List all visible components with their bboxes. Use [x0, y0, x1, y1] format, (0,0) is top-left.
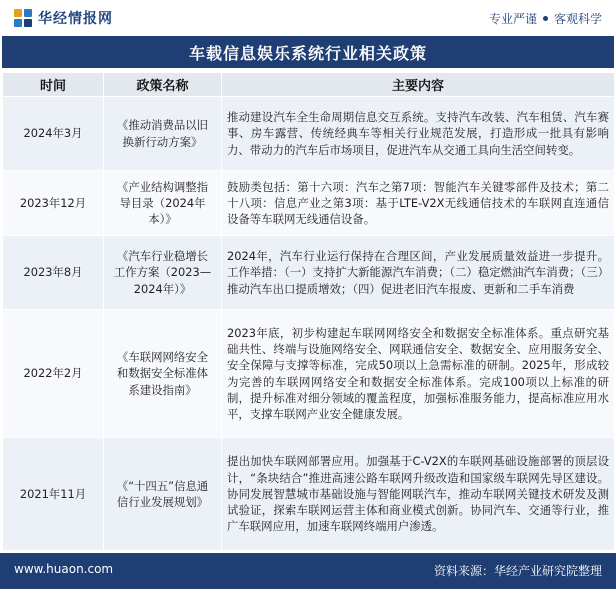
cell-time: 2023年8月: [3, 236, 104, 310]
brand[interactable]: [14, 8, 113, 28]
footer-bar: [0, 553, 616, 589]
table-row: [3, 236, 615, 310]
column-header-time: 时间: [3, 73, 104, 97]
slogan: [489, 10, 602, 27]
slogan-part-2: 客观科学: [553, 12, 602, 26]
cell-content: 鼓励类包括：第十六项：汽车之第7项：智能汽车关键零部件及技术；第二十八项：信息产业之第3项：基于LTE-V2X无线通信技术的车联网直连通信设备等车联网无线通信设备。: [222, 171, 615, 236]
slogan-part-1: 专业严谨: [488, 12, 537, 26]
slogan-dot-icon: [543, 16, 548, 21]
cell-time: 2023年12月: [3, 171, 104, 236]
column-header-content: 主要内容: [222, 73, 615, 97]
table-row: [3, 310, 615, 438]
cell-time: 2022年2月: [3, 310, 104, 438]
footer-url-link[interactable]: www.huaon.com: [14, 562, 114, 576]
table-row: [3, 438, 615, 551]
cell-policy-name: 《推动消费品以旧换新行动方案》: [104, 97, 222, 171]
cell-time: 2021年11月: [3, 438, 104, 551]
brand-name: 华经情报网: [38, 11, 113, 27]
column-header-policy-name: 政策名称: [104, 73, 222, 97]
page-title-text: 车载信息娱乐系统行业相关政策: [188, 43, 427, 63]
huajing-logo-icon: [14, 9, 32, 27]
table-header-row: [3, 73, 615, 97]
cell-policy-name: 《产业结构调整指导目录（2024年本）》: [104, 171, 222, 236]
table-row: [3, 97, 615, 171]
cell-policy-name: 《汽车行业稳增长工作方案（2023—2024年）》: [104, 236, 222, 310]
top-bar: [0, 0, 616, 36]
cell-content: 提出加快车联网部署应用。加强基于C-V2X的车联网基础设施部署的顶层设计，“条块结合”推进高速公路车联网升级改造和国家级车联网先导区建设。协同发展智慧城市基础设施与智能网联汽车，推动车联网关键技术研发及测试验证，探索车联网运营主体和商业模式创新。协同汽车、交通等行业，推广车联网应用，加速车联网终端用户渗透。: [222, 438, 615, 551]
page-title: [2, 36, 614, 68]
policy-table: [2, 72, 615, 551]
table-row: [3, 171, 615, 236]
cell-content: 2023年底，初步构建起车联网网络安全和数据安全标准体系。重点研究基础共性、终端与设施网络安全、网联通信安全、数据安全、应用服务安全、安全保障与支撑等标准，完成50项以上急需标准的研制。2025年，形成较为完善的车联网网络安全和数据安全标准体系。完成100项以上标准的研制，提升标准对细分领域的覆盖程度，加强标准服务能力，提高标准应用水平，支撑车联网产业安全健康发展。: [222, 310, 615, 438]
cell-content: 推动建设汽车全生命周期信息交互系统。支持汽车改装、汽车租赁、汽车赛事、房车露营、传统经典车等相关行业规范发展，打造形成一批具有影响力、带动力的汽车后市场项目，促进汽车从交通工具向生活空间转变。: [222, 97, 615, 171]
cell-content: 2024年，汽车行业运行保持在合理区间，产业发展质量效益进一步提升。工作举措：（一）支持扩大新能源汽车消费；（二）稳定燃油汽车消费；（三）推动汽车出口提质增效；（四）促进老旧汽车报废、更新和二手车消费: [222, 236, 615, 310]
cell-policy-name: 《车联网网络安全和数据安全标准体系建设指南》: [104, 310, 222, 438]
cell-policy-name: 《“十四五”信息通信行业发展规划》: [104, 438, 222, 551]
footer-source: 资料来源：华经产业研究院整理: [433, 564, 602, 578]
cell-time: 2024年3月: [3, 97, 104, 171]
